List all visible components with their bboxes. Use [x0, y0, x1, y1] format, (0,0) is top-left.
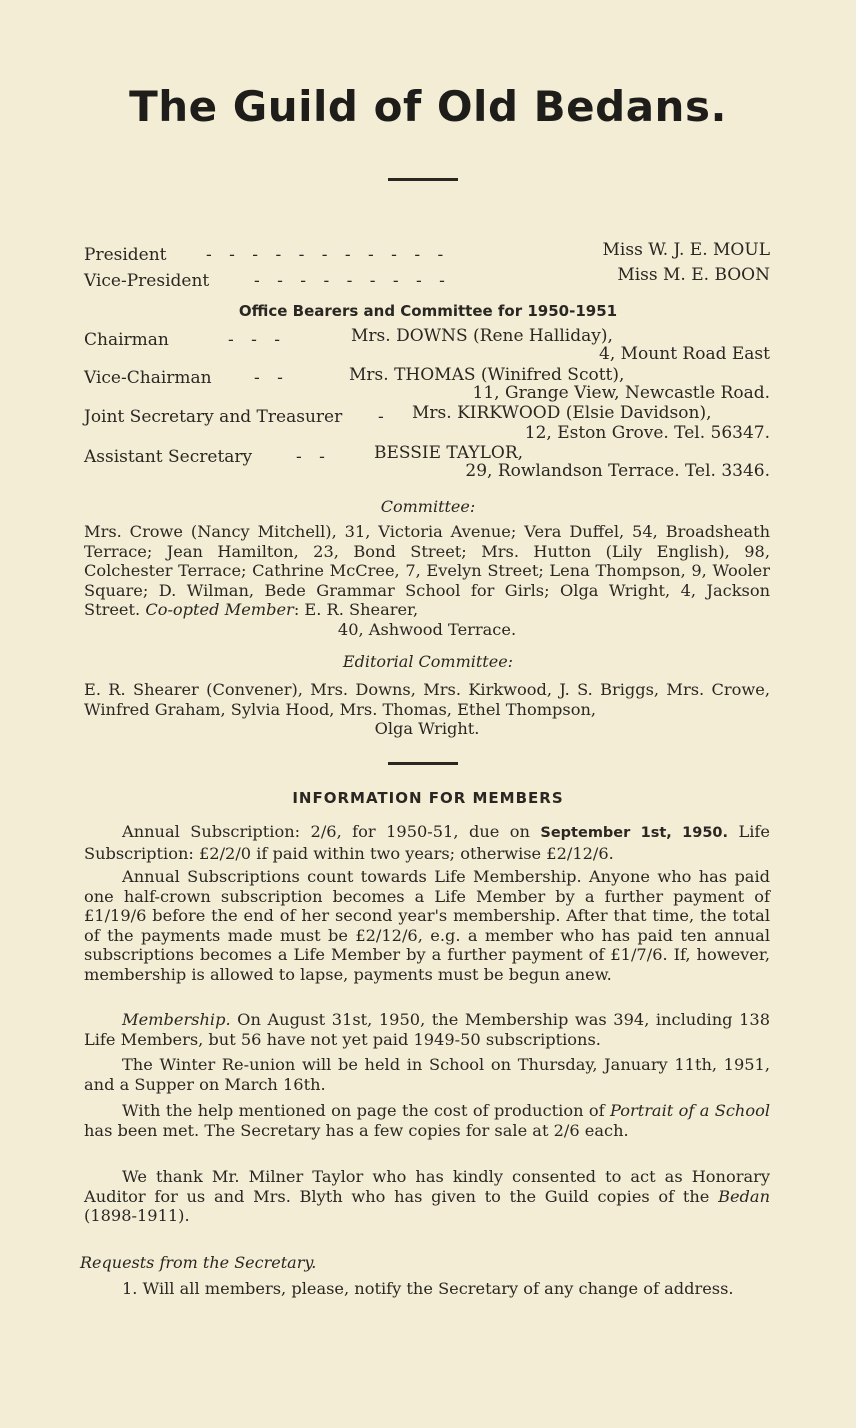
title-divider [388, 178, 458, 181]
committee-heading: Committee: [380, 497, 476, 516]
committee-last-line: 40, Ashwood Terrace. [337, 619, 517, 639]
portrait-text-a: With the help mentioned on page the cost of production of [122, 1101, 610, 1120]
bearer-address-assistant-secretary: 29, Rowlandson Terrace. Tel. 3346. [465, 461, 770, 481]
editorial-members: E. R. Shearer (Convener), Mrs. Downs, Mrs. Kirkwood, J. S. Briggs, Mrs. Crowe, Winfred Graham, Sylvia Hood, Mrs. Thomas, Ethel Thompson, [84, 680, 770, 719]
officer-name-president: Miss W. J. E. MOUL [602, 240, 770, 260]
officer-dashes-president: - - - - - - - - - - - [206, 245, 444, 265]
coopted-text: : E. R. Shearer, [293, 600, 419, 619]
bearer-role-assistant-secretary: Assistant Secretary [84, 447, 253, 467]
portrait-title: Portrait of a School [609, 1101, 770, 1120]
membership-paragraph [84, 1010, 770, 1049]
bearer-name-joint-secretary: Mrs. KIRKWOOD (Elsie Davidson), [412, 403, 712, 423]
officer-role-president: President [84, 245, 167, 265]
subscription-due-date: September 1st, 1950. [540, 825, 729, 841]
thanks-text-a: We thank Mr. Milner Taylor who has kindly consented to act as Honorary Auditor for us and Mrs. Blyth who has given to the Guild copies of the [84, 1167, 770, 1206]
information-heading: INFORMATION FOR MEMBERS [292, 789, 564, 807]
officer-role-vice-president: Vice-President [84, 271, 210, 291]
bearer-dashes-joint-secretary: - [378, 407, 384, 427]
committee-text [84, 522, 770, 639]
bearer-name-chairman: Mrs. DOWNS (Rene Halliday), [351, 326, 613, 346]
bearer-role-vice-chairman: Vice-Chairman [84, 368, 212, 388]
reunion-paragraph: The Winter Re-union will be held in School on Thursday, January 11th, 1951, and a Supper on March 16th. [84, 1055, 770, 1094]
bearer-dashes-chairman: - - - [228, 330, 281, 350]
subscription-paragraph [84, 822, 770, 863]
coopted-label: Co-opted Member [145, 600, 294, 619]
membership-text: On August 31st, 1950, the Membership was 394, including 138 Life Members, but 56 have not yet paid 1949-50 subscriptions. [84, 1010, 770, 1049]
bearer-dashes-assistant-secretary: - - [296, 447, 325, 467]
requests-heading: Requests from the Secretary. [80, 1253, 317, 1272]
editorial-text [84, 680, 770, 739]
page-title: The Guild of Old Bedans. [129, 82, 727, 131]
subscription-text-b: Life Subscription: £2/2/0 if paid within two years; otherwise £2/12/6. [84, 822, 770, 863]
subscription-text-a: Annual Subscription: 2/6, for 1950-51, due on [122, 822, 541, 841]
bearer-role-chairman: Chairman [84, 330, 169, 350]
request-item-1: 1. Will all members, please, notify the Secretary of any change of address. [122, 1279, 734, 1298]
membership-label: Membership. [122, 1010, 231, 1029]
thanks-paragraph [84, 1167, 770, 1226]
bearer-role-joint-secretary: Joint Secretary and Treasurer [84, 407, 343, 427]
thanks-text-b: (1898-1911). [84, 1206, 190, 1225]
bearer-dashes-vice-chairman: - - [254, 368, 283, 388]
editorial-heading: Editorial Committee: [342, 652, 514, 671]
officer-name-vice-president: Miss M. E. BOON [617, 265, 770, 285]
committee-members: Mrs. Crowe (Nancy Mitchell), 31, Victoria Avenue; Vera Duffel, 54, Broadsheath Terrace; Jean Hamilton, 23, Bond Street; Mrs. Hutton (Lily English), 98, Colchester Terrace; Cathrine McCree, 7, Evelyn Street; Lena Thompson, 9, Wooler Square; D. Wilman, Bede Grammar School for Girls; Olga Wright, 4, Jackson Street. [84, 522, 770, 619]
portrait-paragraph [84, 1101, 770, 1140]
bearer-address-chairman: 4, Mount Road East [599, 344, 770, 364]
bearer-name-vice-chairman: Mrs. THOMAS (Winifred Scott), [349, 365, 625, 385]
editorial-last-line: Olga Wright. [374, 719, 480, 738]
bearer-address-joint-secretary: 12, Eston Grove. Tel. 56347. [524, 423, 770, 443]
portrait-text-b: has been met. The Secretary has a few copies for sale at 2/6 each. [84, 1120, 629, 1140]
bedan-title: Bedan [718, 1186, 770, 1206]
bearer-address-vice-chairman: 11, Grange View, Newcastle Road. [472, 383, 770, 403]
section-divider [388, 762, 458, 765]
life-membership-paragraph: Annual Subscriptions count towards Life Membership. Anyone who has paid one half-crown subscription becomes a Life Member by a further payment of £1/19/6 before the end of her second year's membership. After that time, the total of the payments made must be £2/12/6, e.g. a member who has paid ten annual subscriptions becomes a Life Member by a further payment of £1/7/6. If, however, membership is allowed to lapse, payments must be begun anew. [84, 867, 770, 984]
officer-dashes-vice-president: - - - - - - - - - [254, 271, 445, 291]
bearer-name-assistant-secretary: BESSIE TAYLOR, [374, 443, 524, 463]
office-bearers-heading: Office Bearers and Committee for 1950-1951 [238, 302, 618, 320]
